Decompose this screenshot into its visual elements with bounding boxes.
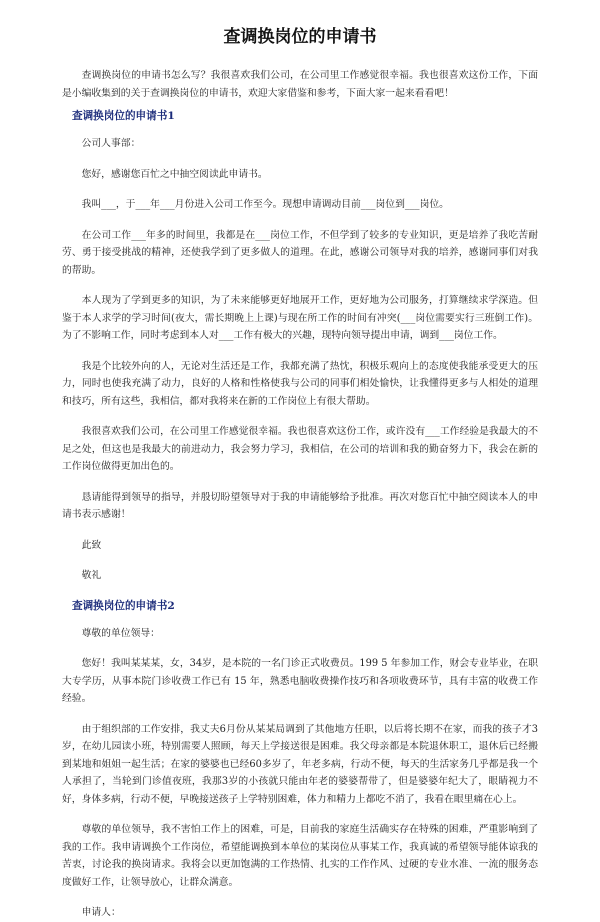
letter2-paragraph: 您好！我叫某某某，女，34岁，是本院的一名门诊正式收费员。199 5 年参加工作，财会专业毕业，在职大专学历，从事本院门诊收费工作已有 15 年，熟悉电脑收费操作技巧和各项收费环节，具有丰富的收费工作经验。	[62, 658, 538, 704]
letter1-paragraph: 恳请能得到领导的指导，并殷切盼望领导对于我的申请能够给予批准。再次对您百忙中抽空阅读本人的申请书表示感谢！	[62, 491, 538, 520]
letter2-signature: 申请人：	[81, 907, 121, 918]
document-title: 查调换岗位的申请书	[223, 27, 377, 47]
letter1-paragraph: 我很喜欢我们公司，在公司里工作感觉很幸福。我也很喜欢这份工作，或许没有___工作经验是我最大的不足之处，但这也是我最大的前进动力，我会努力学习，我相信，在公司的培训和我的勤奋努力下，我会在新的工作岗位做得更加出色的。	[62, 426, 538, 472]
letter1-paragraph: 我是个比较外向的人，无论对生活还是工作，我都充满了热忱，积极乐观向上的态度使我能承受更大的压力，同时也使我充满了动力，良好的人格和性格使我与公司的同事们相处愉快，让我懂得更多与人相处的道理和技巧，所有这些，我相信，都对我将来在新的工作岗位上有很大帮助。	[62, 360, 538, 407]
letter1-regards: 敬礼	[81, 570, 102, 581]
letter2-paragraph: 由于组织部的工作安排，我丈夫6月份从某某局调到了其他地方任职，以后将长期不在家，而我的孩子才3岁，在幼儿园读小班，特别需要人照顾，每天上学接送很是困难。我父母亲都是本院退休职工，退休后已经搬到某地和姐姐一起生活；在家的婆婆也已经60多岁了，年老多病，行动不便，每天的生活家务几乎都是我一个人承担了，当轮到门诊值夜班，我那3岁的小孩就只能由年老的婆婆帮带了，但是婆婆年纪大了，眼睛视力不好，身体多病，行动不便，早晚接送孩子上学特别困难，体力和精力上都吃不消了，我看在眼里痛在心上。	[62, 723, 538, 805]
letter1-paragraph: 本人现为了学到更多的知识，为了未来能够更好地展开工作，更好地为公司服务，打算继续求学深造。但鉴于本人求学的学习时间(夜大，需长期晚上上课)与现在所工作的时间有冲突(___岗位需要实行三班倒工作)。为了不影响工作，同时考虑到本人对___工作有极大的兴趣，现特向领导提出申请，调到___岗位工作。	[62, 295, 538, 341]
letter1-paragraph: 我叫___，于___年___月份进入公司工作至今。现想申请调动目前___岗位到___岗位。	[81, 199, 449, 210]
letter1-heading: 查调换岗位的申请书1	[72, 110, 175, 122]
letter1-paragraph: 在公司工作___年多的时间里，我都是在___岗位工作，不但学到了较多的专业知识，更是培养了我吃苦耐劳、勇于接受挑战的精神，还使我学到了更多做人的道理。在此，感谢公司领导对我的培养，感谢同事们对我的帮助。	[62, 229, 538, 276]
intro-paragraph: 查调换岗位的申请书怎么写？我很喜欢我们公司，在公司里工作感觉很幸福。我也很喜欢这份工作，下面是小编收集到的关于查调换岗位的申请书，欢迎大家借鉴和参考，下面大家一起来看看吧！	[62, 70, 538, 99]
letter2-salutation: 尊敬的单位领导：	[81, 627, 160, 639]
letter1-greeting: 您好，感谢您百忙之中抽空阅读此申请书。	[81, 168, 268, 180]
letter2-heading: 查调换岗位的申请书2	[72, 599, 175, 612]
letter1-salutation: 公司人事部：	[81, 138, 141, 149]
letter1-closing: 此致	[81, 539, 102, 551]
letter2-paragraph: 尊敬的单位领导，我不害怕工作上的困难，可是，目前我的家庭生活确实存在特殊的困难，严重影响到了我的工作。我申请调换个工作岗位，希望能调换到本单位的某岗位从事某工作，我真诚的希望领导能体谅我的苦衷，讨论我的换岗请求。我将会以更加饱满的工作热情、扎实的工作作风、过硬的专业水准、一流的服务态度做好工作，让领导放心，让群众满意。	[62, 824, 538, 888]
